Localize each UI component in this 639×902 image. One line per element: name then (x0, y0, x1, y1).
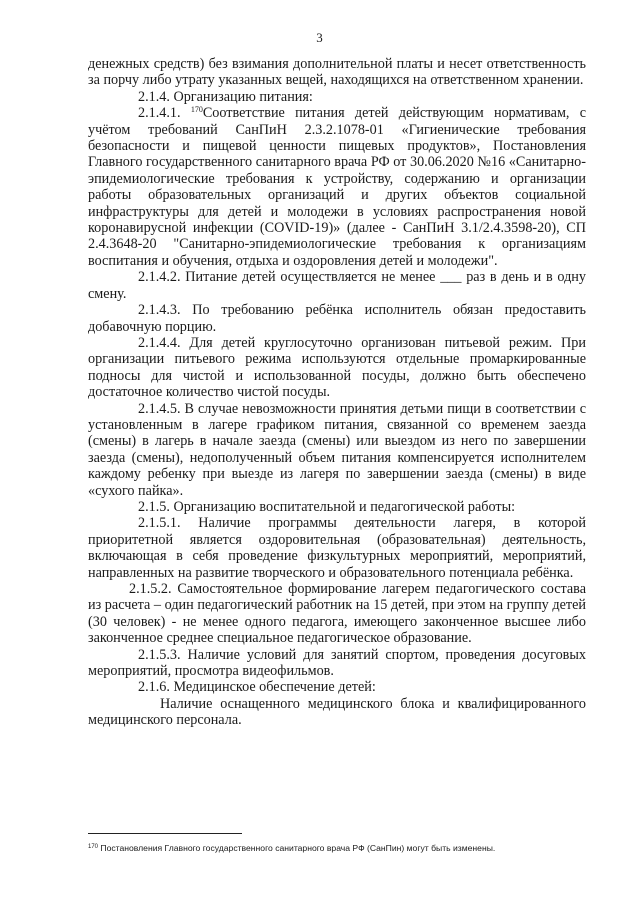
footnote (88, 843, 586, 854)
paragraph: 2.1.4.2. Питание детей осуществляется не менее ___ раз в день и в одну смену. (88, 269, 586, 302)
paragraph: 2.1.4.5. В случае невозможности принятия детьми пищи в соответствии с установленным в лагере графиком питания, связанной со временем заезда (смены) в лагерь в начале заезда (смены) или выездом из него по завершении заезда (смены), недополученный объем питания компенсируется исполнителем каждому ребенку при выезде из лагеря по завершении заезда (смены) в виде «сухого пайка». (88, 400, 586, 499)
paragraph: 2.1.5.1. Наличие программы деятельности лагеря, в которой приоритетной является оздоровительная (образовательная) деятельность, включающая в себя проведение физкультурных мероприятий, мероприятий, направленных на развитие творческого и образовательного потенциала ребёнка. (88, 515, 586, 581)
footnote-reference[interactable]: 170 (190, 105, 203, 115)
paragraph: денежных средств) без взимания дополнительной платы и несет ответственность за порчу либо утрату указанных вещей, находящихся на ответственном хранении. (88, 56, 586, 89)
section-heading: 2.1.6. Медицинское обеспечение детей: (138, 679, 376, 696)
document-body (88, 56, 586, 729)
footnote-text: Постановления Главного государственного санитарного врача РФ (СанПин) могут быть изменены. (100, 843, 496, 853)
paragraph-text: Соответствие питания детей действующим нормативам, с учётом требований СанПиН 2.3.2.1078-01 «Гигиенические требования безопасности и пищевой ценности пищевых продуктов», Постановления Главного государственного санитарного врача РФ от 30.06.2020 №16 «Санитарно-эпидемиологические требования к устройству, содержанию и организации работы образовательных организаций и других объектов социальной инфраструктуры для детей и молодежи в условиях распространения новой коронавирусной инфекции (COVID-19)» (далее - СанПиН 3.1/2.4.3598-20), СП 2.4.3648-20 "Санитарно-эпидемиологические требования к организациям воспитания и обучения, отдыха и оздоровления детей и молодежи". (88, 105, 587, 269)
page-number: 3 (316, 30, 323, 45)
paragraph: 2.1.4.4. Для детей круглосуточно организован питьевой режим. При организации питьевого режима используются отдельные промаркированные подносы для чистой и использованной посуды, должно быть обеспечено достаточное количество чистой посуды. (88, 334, 586, 401)
paragraph: 2.1.4.3. По требованию ребёнка исполнитель обязан предоставить добавочную порцию. (88, 302, 586, 335)
paragraph: 2.1.5.3. Наличие условий для занятий спортом, проведения досуговых мероприятий, просмотра видеофильмов. (88, 646, 586, 680)
footnote-divider (88, 833, 242, 834)
paragraph (88, 105, 586, 269)
footnote-mark: 170 (88, 844, 99, 850)
paragraph: 2.1.5.2. Самостоятельное формирование лагерем педагогического состава из расчета – один педагогический работник на 15 детей, при этом на группу детей (30 человек) - не менее одного педагога, имеющего законченное высшее либо законченное среднее специальное педагогическое образование. (88, 581, 586, 647)
section-heading: 2.1.5. Организацию воспитательной и педагогической работы: (138, 498, 516, 515)
paragraph: Наличие оснащенного медицинского блока и квалифицированного медицинского персонала. (88, 695, 586, 729)
section-heading: 2.1.4. Организацию питания: (138, 88, 313, 105)
item-number: 2.1.4.1. (138, 105, 181, 122)
